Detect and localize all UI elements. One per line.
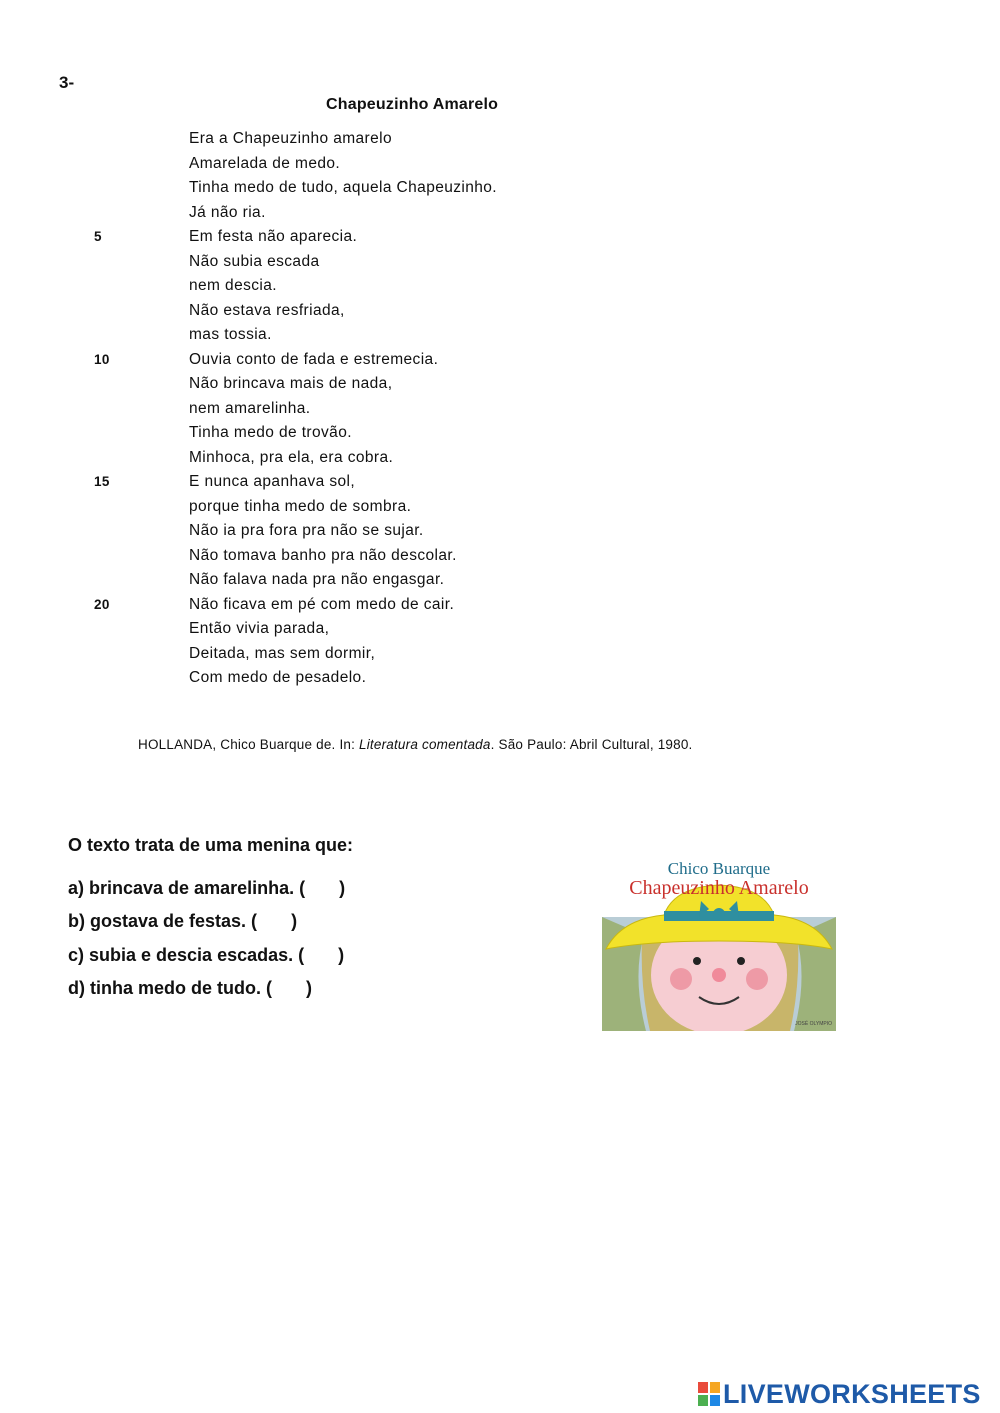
- poem-line-text: Em festa não aparecia.: [189, 228, 358, 245]
- poem-line-text: nem amarelinha.: [189, 399, 311, 417]
- book-cover: [602, 857, 836, 1031]
- citation-publisher: . São Paulo: Abril Cultural, 1980.: [490, 737, 693, 752]
- poem-line-text: Tinha medo de trovão.: [189, 424, 352, 441]
- poem-line-number: 20: [94, 596, 110, 612]
- answer-option-close: ): [305, 977, 312, 998]
- answer-option-label: d) tinha medo de tudo. (: [68, 977, 272, 998]
- poem-line: [0, 300, 1000, 325]
- poem-line-text: Não ia pra fora pra não se sujar.: [189, 522, 424, 539]
- liveworksheets-logo-icon: [698, 1382, 720, 1406]
- liveworksheets-brand: [698, 1377, 981, 1411]
- answer-option-close: ): [291, 911, 298, 932]
- citation: [138, 737, 693, 752]
- citation-work: Literatura comentada: [359, 737, 491, 752]
- poem-line-number: 15: [94, 474, 110, 489]
- poem-line-text: Não subia escada: [189, 252, 320, 270]
- poem-line-text: Não ficava em pé com medo de cair.: [189, 595, 455, 613]
- answer-option[interactable]: [68, 978, 345, 1011]
- question-prompt: O texto trata de uma menina que:: [68, 835, 354, 855]
- poem-line-text: Amarelada de medo.: [189, 154, 341, 172]
- poem-line-text: Não falava nada pra não engasgar.: [189, 571, 445, 588]
- poem-line: [0, 275, 1000, 300]
- answer-options: [68, 878, 345, 1011]
- poem-line-text: E nunca apanhava sol,: [189, 473, 356, 490]
- poem-line: [0, 545, 1000, 570]
- poem-line: [0, 251, 1000, 276]
- poem-line: [0, 496, 1000, 521]
- poem-line: [0, 471, 1000, 496]
- poem-line: [0, 447, 1000, 472]
- answer-option-close: ): [338, 944, 345, 965]
- poem-line: [0, 153, 1000, 178]
- poem-line: [0, 618, 1000, 643]
- poem-line-text: Não estava resfriada,: [189, 301, 345, 319]
- poem-line-text: porque tinha medo de sombra.: [189, 497, 412, 515]
- poem-line: [0, 398, 1000, 423]
- poem-line-text: Com medo de pesadelo.: [189, 669, 367, 686]
- answer-option-label: c) subia e descia escadas. (: [68, 944, 305, 965]
- poem-line: [0, 520, 1000, 545]
- poem-line-text: Era a Chapeuzinho amarelo: [189, 130, 393, 147]
- answer-option-close: ): [339, 878, 346, 898]
- poem-line: [0, 569, 1000, 594]
- poem-line-text: Então vivia parada,: [189, 620, 330, 637]
- cover-title: Chapeuzinho Amarelo: [629, 877, 809, 899]
- answer-option-label: a) brincava de amarelinha. (: [68, 878, 306, 898]
- poem-line-number: 5: [94, 229, 102, 244]
- poem-line: [0, 422, 1000, 447]
- cover-publisher: JOSÉ OLYMPIO: [795, 1021, 832, 1027]
- poem-line-text: Minhoca, pra ela, era cobra.: [189, 448, 394, 466]
- poem-line-text: nem descia.: [189, 277, 277, 294]
- citation-author: HOLLANDA, Chico Buarque de. In:: [138, 737, 360, 752]
- poem-line: [0, 594, 1000, 619]
- answer-option[interactable]: [68, 878, 345, 911]
- poem-line-text: mas tossia.: [189, 326, 272, 343]
- brand-name: LIVEWORKSHEETS: [723, 1378, 981, 1409]
- poem-line-text: Não tomava banho pra não descolar.: [189, 546, 457, 564]
- poem-line: [0, 202, 1000, 227]
- poem-title: Chapeuzinho Amarelo: [326, 96, 499, 113]
- answer-option[interactable]: [68, 945, 345, 978]
- poem-line: [0, 177, 1000, 202]
- answer-option[interactable]: [68, 911, 345, 944]
- cover-author: Chico Buarque: [667, 859, 771, 878]
- answer-option-label: b) gostava de festas. (: [68, 911, 258, 932]
- poem-line: [0, 324, 1000, 349]
- poem-line: [0, 667, 1000, 692]
- poem-line: [0, 128, 1000, 153]
- poem-line: [0, 226, 1000, 251]
- poem-line: [0, 349, 1000, 374]
- poem-line-text: Já não ria.: [189, 203, 266, 221]
- poem-line-number: 10: [94, 351, 110, 367]
- poem-line: [0, 373, 1000, 398]
- poem-line-text: Ouvia conto de fada e estremecia.: [189, 350, 439, 368]
- poem-line: [0, 643, 1000, 668]
- poem-line-text: Não brincava mais de nada,: [189, 375, 393, 392]
- question-number: 3-: [59, 73, 75, 92]
- poem-line-text: Tinha medo de tudo, aquela Chapeuzinho.: [189, 179, 498, 196]
- poem-line-text: Deitada, mas sem dormir,: [189, 644, 376, 662]
- poem: [0, 128, 1000, 692]
